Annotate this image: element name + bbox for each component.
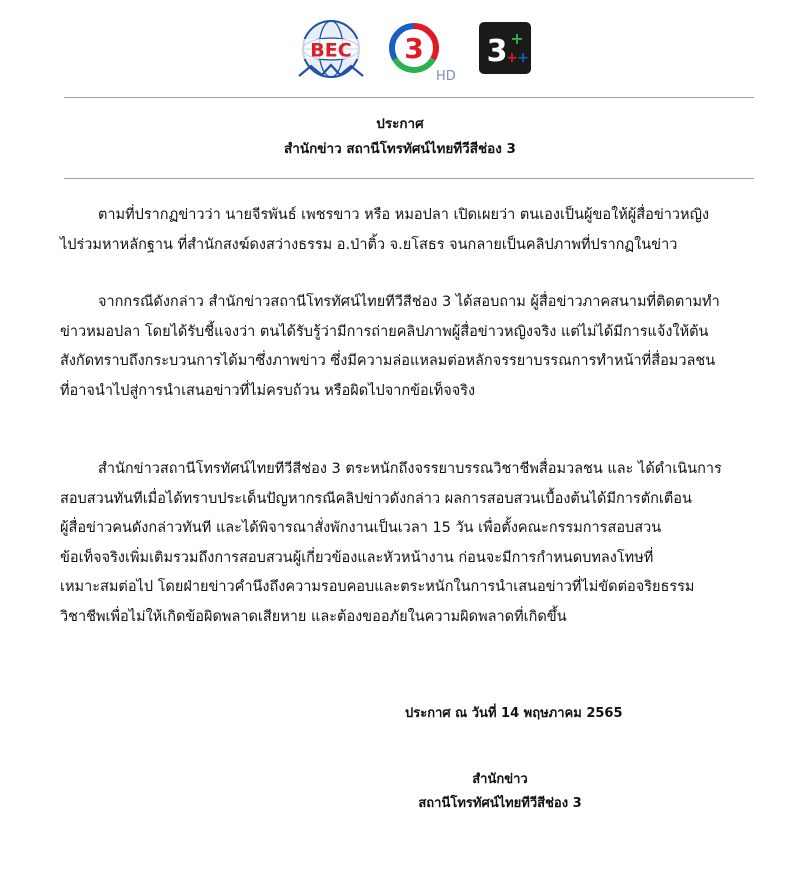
paragraph-line: ตามที่ปรากฏข่าวว่า นายจีรพันธ์ เพชรขาว หรือ หมอปลา เปิดเผยว่า ตนเองเป็นผู้ขอให้ผู้สื่อข่าวหญิง <box>98 207 710 223</box>
announcement-issuer: สำนักข่าว สถานีโทรทัศน์ไทยทีวีสีช่อง 3 <box>284 141 516 157</box>
three-plus-mark-green: + <box>510 29 524 48</box>
signature-line-2: สถานีโทรทัศน์ไทยทีวีสีช่อง 3 <box>418 796 582 811</box>
signature-block <box>0 768 800 816</box>
paragraph-line: เหมาะสมต่อไป โดยฝ่ายข่าวคำนึงถึงความรอบคอบและตระหนักในการนำเสนอข่าวที่ไม่ขัดต่อจริยธรรม <box>60 579 695 595</box>
three-plus-numeral: 3 <box>486 34 508 69</box>
paragraph-line: สำนักข่าวสถานีโทรทัศน์ไทยทีวีสีช่อง 3 ตระหนักถึงจรรยาบรรณวิชาชีพสื่อมวลชน และ ได้ดำเนินการ <box>98 461 722 477</box>
paragraph-1 <box>60 201 760 260</box>
three-plus-logo <box>479 22 531 74</box>
three-plus-mark-red: + <box>506 50 518 66</box>
paragraph-line: ข่าวหมอปลา โดยได้รับชี้แจงว่า ตนได้รับรู้ว่ามีการถ่ายคลิปภาพผู้สื่อข่าวหญิงจริง แต่ไม่ได้มีการแจ้งให้ต้น <box>60 323 709 340</box>
paragraph-line: สังกัดทราบถึงกระบวนการได้มาซึ่งภาพข่าว ซึ่งมีความล่อแหลมต่อหลักจรรยาบรรณการทำหน้าที่สื่อมวลชน <box>60 353 716 369</box>
paragraph-3 <box>60 455 760 632</box>
signature-line-1: สำนักข่าว <box>472 772 528 787</box>
paragraph-line: สอบสวนทันทีเมื่อได้ทราบประเด็นปัญหากรณีคลิปข่าวดังกล่าว ผลการสอบสวนเบื้องต้นได้มีการตักเตือน <box>60 490 692 507</box>
paragraph-line: ผู้สื่อข่าวคนดังกล่าวทันที และได้พิจารณาสั่งพักงานเป็นเวลา 15 วัน เพื่อตั้งคณะกรรมการสอบสวน <box>60 520 662 536</box>
announcement-date: ประกาศ ณ วันที่ 14 พฤษภาคม 2565 <box>405 706 623 721</box>
channel-3-hd-logo <box>386 18 471 84</box>
logo-bar <box>0 14 800 84</box>
three-plus-mark-blue: + <box>517 50 529 66</box>
header-divider <box>64 178 754 179</box>
paragraph-line: วิชาชีพเพื่อไม่ให้เกิดข้อผิดพลาดเสียหาย และต้องขออภัยในความผิดพลาดที่เกิดขึ้น <box>60 608 567 625</box>
hd-label: HD <box>436 69 456 84</box>
announcement-title: ประกาศ <box>376 116 424 132</box>
bec-logo <box>281 18 381 84</box>
paragraph-line: ไปร่วมหาหลักฐาน ที่สำนักสงฆ์ดงสว่างธรรม อ.ป่าติ้ว จ.ยโสธร จนกลายเป็นคลิปภาพที่ปรากฏในข่าว <box>60 236 678 253</box>
paragraph-line: ที่อาจนำไปสู่การนำเสนอข่าวที่ไม่ครบถ้วน หรือผิดไปจากข้อเท็จจริง <box>60 382 476 399</box>
paragraph-line: จากกรณีดังกล่าว สำนักข่าวสถานีโทรทัศน์ไทยทีวีสีช่อง 3 ได้สอบถาม ผู้สื่อข่าวภาคสนามที่ติดตามทำ <box>98 294 720 310</box>
paragraph-2 <box>60 288 760 406</box>
channel-3-numeral: 3 <box>404 32 424 65</box>
announcement-header <box>0 112 800 162</box>
bec-logo-text: BEC <box>310 39 352 62</box>
paragraph-line: ข้อเท็จจริงเพิ่มเติมรวมถึงการสอบสวนผู้เกี่ยวข้องและหัวหน้างาน ก่อนจะมีการกำหนดบทลงโทษที่ <box>60 549 654 566</box>
top-divider <box>64 97 754 98</box>
